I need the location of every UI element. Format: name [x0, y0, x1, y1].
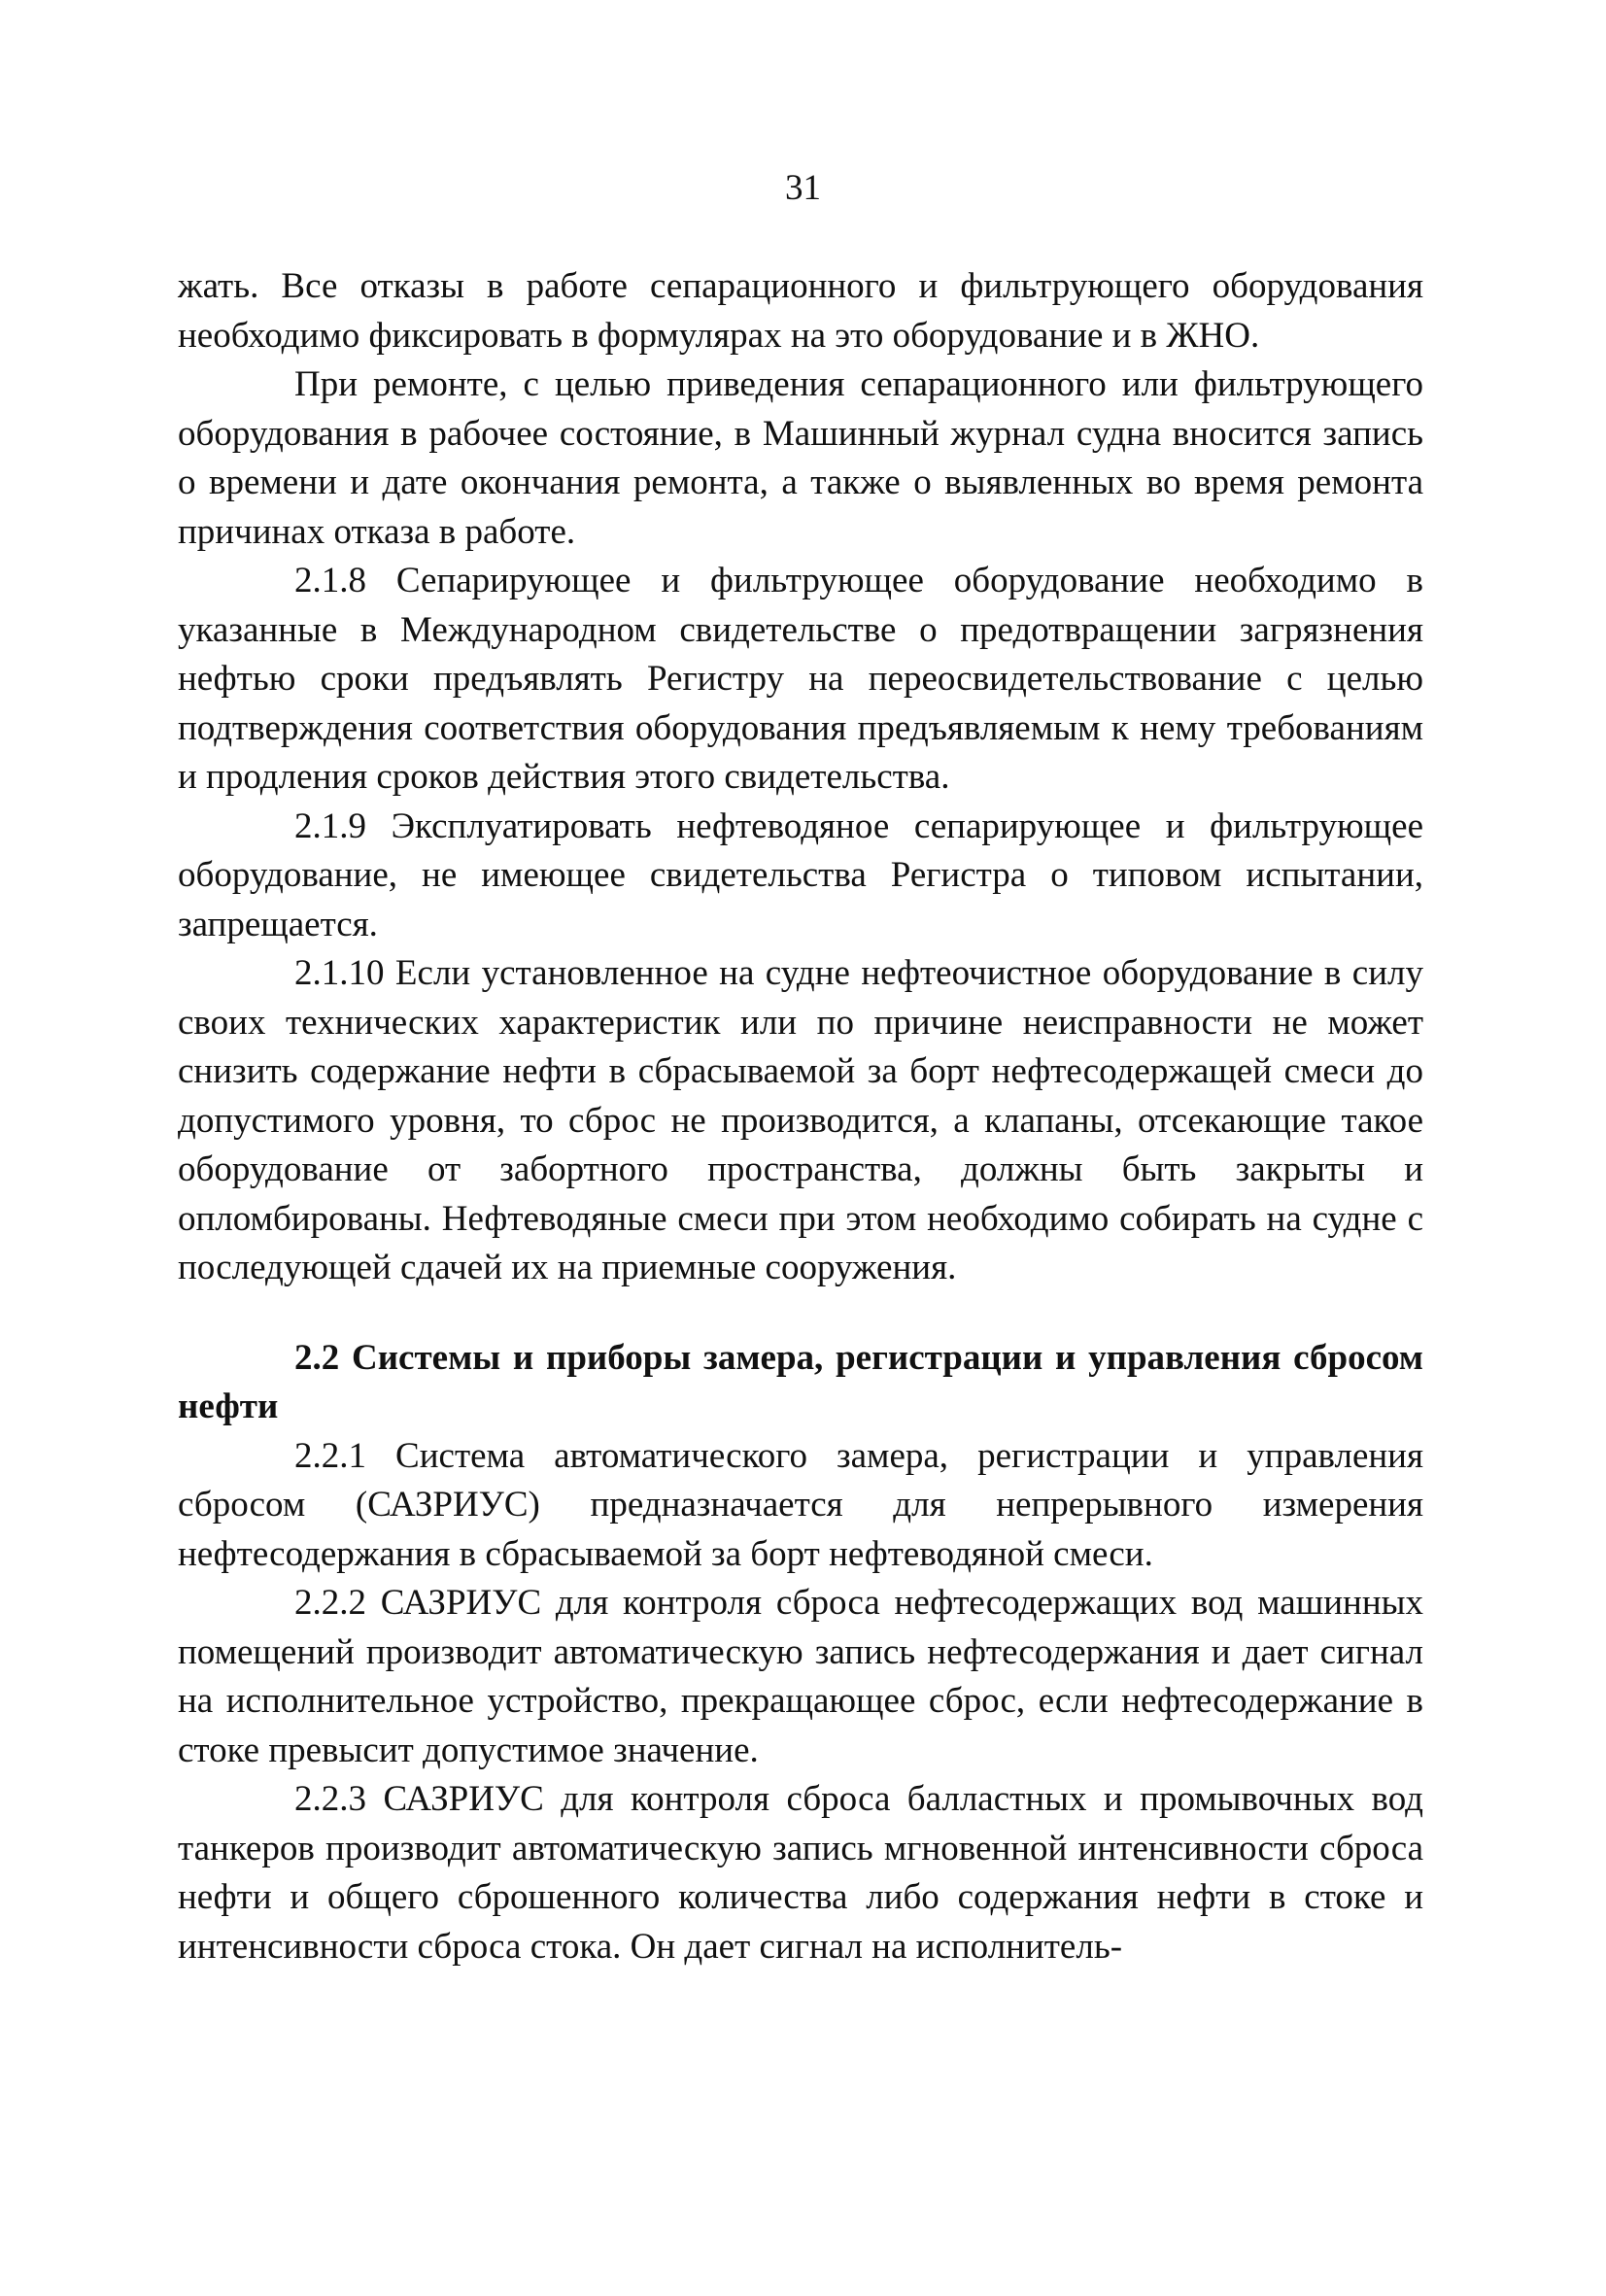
paragraph-2-2-3: 2.2.3 САЗРИУС для контроля сброса балластных и промывочных вод танкеров производит автоматическую запись мгновенной интенсивности сброса нефти и общего сброшенного количества либо содержания нефти в стоке и интенсивности сброса стока. Он дает сигнал на исполнитель-	[178, 1779, 1423, 1967]
paragraph-2-1-8: 2.1.8 Сепарирующее и фильтрующее оборудование необходимо в указанные в Международном свидетельстве о предотвращении загрязнения нефтью сроки предъявлять Регистру на переосвидетельствование с целью подтверждения соответствия оборудования предъявляемым к нему требованиям и продления сроков действия этого свидетельства.	[178, 561, 1423, 797]
paragraph-continuation: жать. Все отказы в работе сепарационного и фильтрующего оборудования необходимо фиксировать в формулярах на это оборудование и в ЖНО.	[178, 266, 1423, 356]
paragraph-2-2-1: 2.2.1 Система автоматического замера, регистрации и управления сбросом (САЗРИУС) предназначается для непрерывного измерения нефтесодержания в сбрасываемой за борт нефтеводяной смеси.	[178, 1435, 1423, 1574]
body-text	[178, 262, 1423, 1971]
paragraph-2-1-10: 2.1.10 Если установленное на судне нефтеочистное оборудование в силу своих технических характеристик или по причине неисправности не может снизить содержание нефти в сбрасываемой за борт нефтесодержащей смеси до допустимого уровня, то сброс не производится, а клапаны, отсекающие такое оборудование от забортного пространства, должны быть закрыты и опломбированы. Нефтеводяные смеси при этом необходимо собирать на судне с последующей сдачей их на приемные сооружения.	[178, 953, 1423, 1287]
section-heading-2-2: 2.2 Системы и приборы замера, регистрации и управления сбросом нефти	[178, 1337, 1423, 1426]
paragraph-2-2-2: 2.2.2 САЗРИУС для контроля сброса нефтесодержащих вод машинных помещений производит автоматическую запись нефтесодержания и дает сигнал на исполнительное устройство, прекращающее сброс, если нефтесодержание в стоке превысит допустимое значение.	[178, 1583, 1423, 1770]
paragraph-2-1-9: 2.1.9 Эксплуатировать нефтеводяное сепарирующее и фильтрующее оборудование, не имеющее свидетельства Регистра о типовом испытании, запрещается.	[178, 805, 1423, 944]
page-number: 31	[785, 168, 821, 208]
paragraph-repair: При ремонте, с целью приведения сепарационного или фильтрующего оборудования в рабочее состояние, в Машинный журнал судна вносится запись о времени и дате окончания ремонта, а также о выявленных во время ремонта причинах отказа в работе.	[178, 364, 1423, 552]
